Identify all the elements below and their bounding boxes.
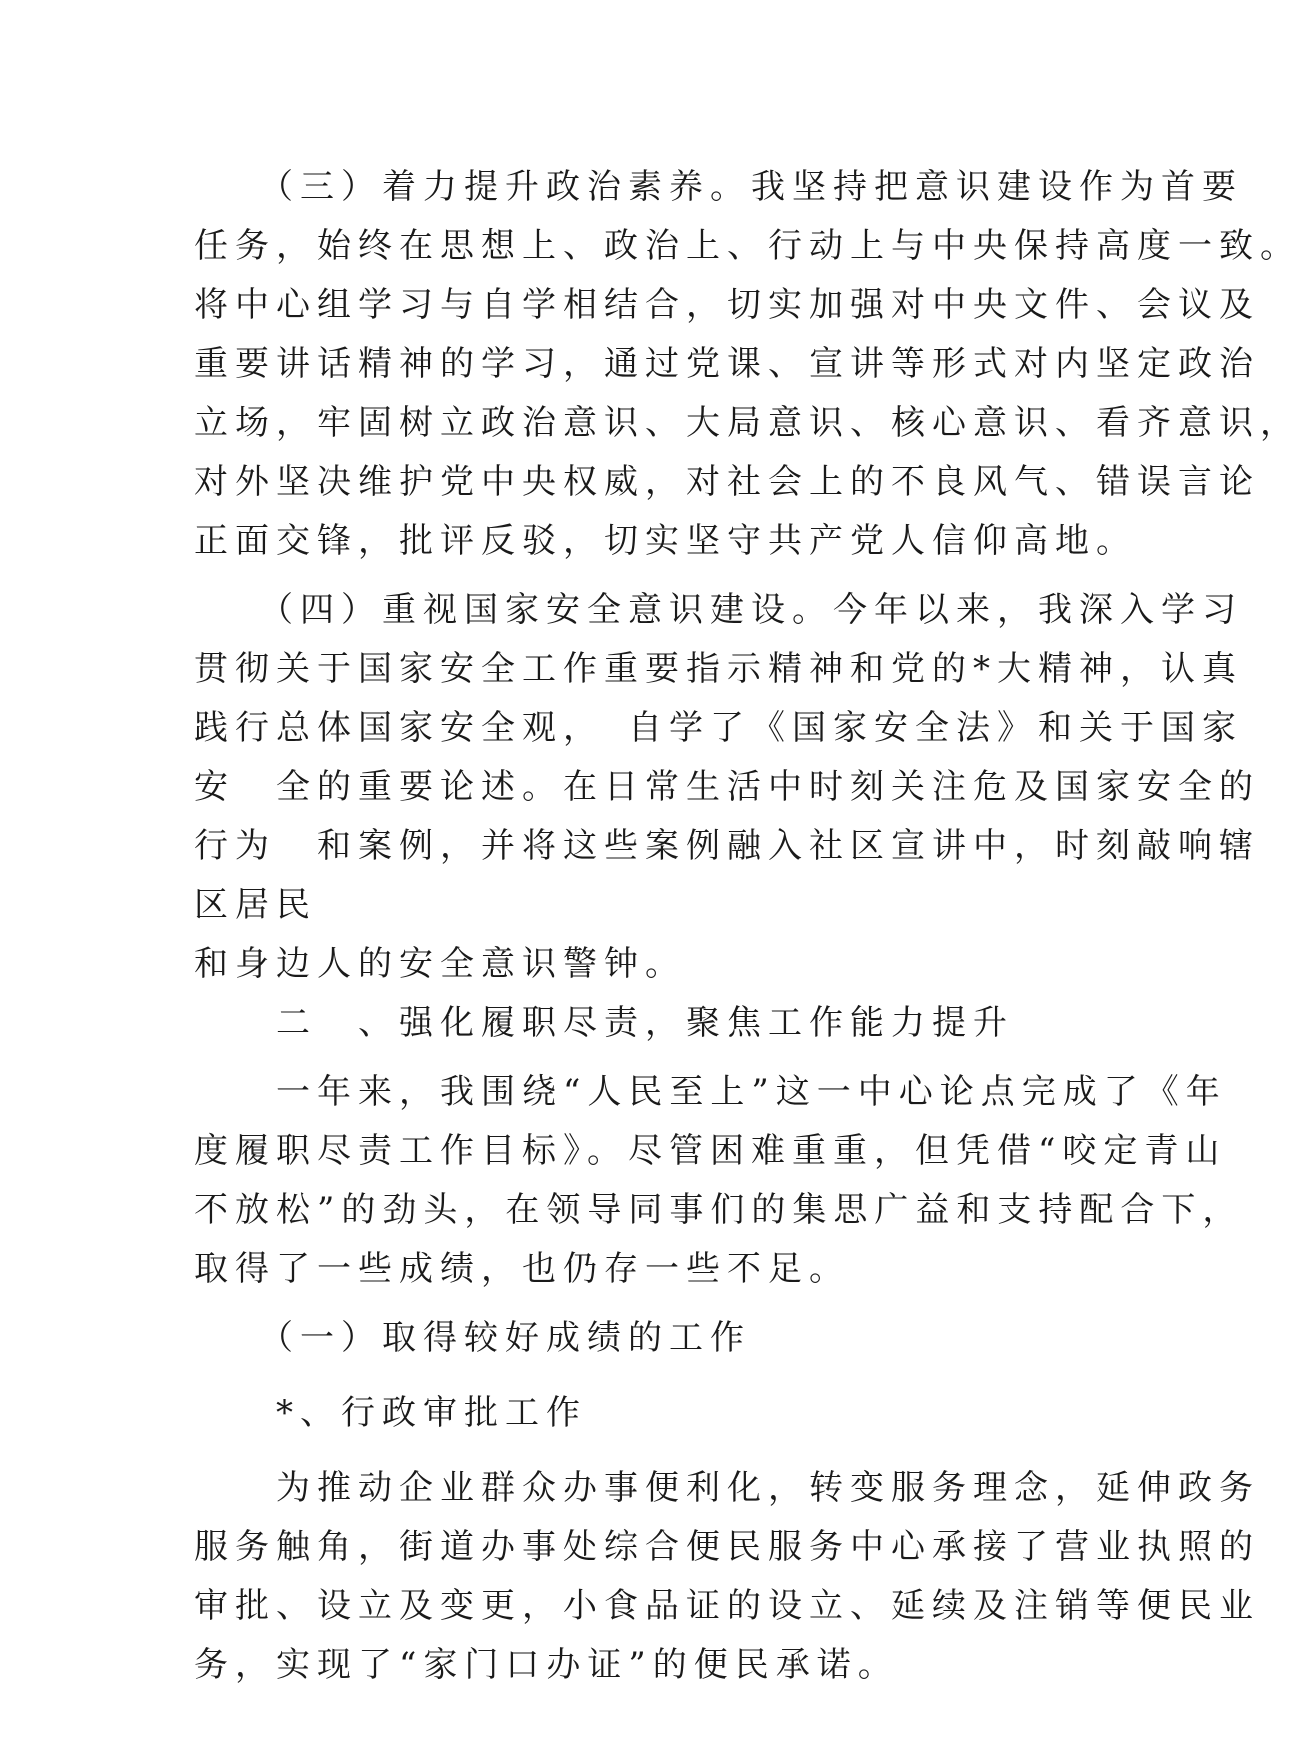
text-line: 区居民	[194, 885, 317, 925]
text-line: 为推动企业群众办事便利化，转变服务理念，延伸政务	[194, 1468, 1260, 1508]
text-line: （四）重视国家安全意识建设。今年以来，我深入学习	[194, 590, 1243, 630]
text-line: 任务，始终在思想上、政治上、行动上与中央保持高度一致。	[194, 226, 1301, 266]
text-line: 贯彻关于国家安全工作重要指示精神和党的*大精神，认真	[194, 649, 1243, 689]
part-heading: 二 、强化履职尽责，聚焦工作能力提升	[194, 1003, 1014, 1043]
text-line: 和身边人的安全意识警钟。	[194, 944, 686, 984]
text-line: 正面交锋，批评反驳，切实坚守共产党人信仰高地。	[194, 521, 1137, 561]
section-3	[194, 158, 1301, 571]
text-line: 审批、设立及变更，小食品证的设立、延续及注销等便民业	[194, 1586, 1260, 1626]
subsection-1	[194, 1309, 1260, 1695]
item-heading: *、行政审批工作	[194, 1393, 587, 1433]
text-line: 践行总体国家安全观， 自学了《国家安全法》和关于国家	[194, 708, 1243, 748]
text-line: （三）着力提升政治素养。我坚持把意识建设作为首要	[194, 167, 1243, 207]
part-2	[194, 994, 1244, 1299]
text-line: 务，实现了“家门口办证”的便民承诺。	[194, 1645, 899, 1685]
subsection-heading: （一）取得较好成绩的工作	[194, 1318, 751, 1358]
paragraph-gap	[194, 1299, 1052, 1309]
paragraph-gap	[194, 1053, 1052, 1063]
paragraph-gap	[194, 1368, 1052, 1384]
text-line: 安 全的重要论述。在日常生活中时刻关注危及国家安全的	[194, 767, 1260, 807]
text-line: 对外坚决维护党中央权威，对社会上的不良风气、错误言论	[194, 462, 1260, 502]
paragraph-gap	[194, 571, 1052, 581]
document-body	[194, 158, 1301, 1695]
text-line: 重要讲话精神的学习，通过党课、宣讲等形式对内坚定政治	[194, 344, 1260, 384]
text-line: 一年来，我围绕“人民至上”这一中心论点完成了《年	[194, 1072, 1227, 1112]
text-line: 行为 和案例，并将这些案例融入社区宣讲中，时刻敲响辖	[194, 826, 1260, 866]
section-4	[194, 581, 1260, 994]
text-line: 不放松”的劲头，在领导同事们的集思广益和支持配合下，	[194, 1190, 1244, 1230]
text-line: 取得了一些成绩，也仍存一些不足。	[194, 1249, 850, 1289]
paragraph-gap	[194, 1443, 1052, 1459]
text-line: 服务触角，街道办事处综合便民服务中心承接了营业执照的	[194, 1527, 1260, 1567]
text-line: 将中心组学习与自学相结合，切实加强对中央文件、会议及	[194, 285, 1260, 325]
text-line: 立场，牢固树立政治意识、大局意识、核心意识、看齐意识，	[194, 403, 1301, 443]
text-line: 度履职尽责工作目标》。尽管困难重重，但凭借“咬定青山	[194, 1131, 1227, 1171]
